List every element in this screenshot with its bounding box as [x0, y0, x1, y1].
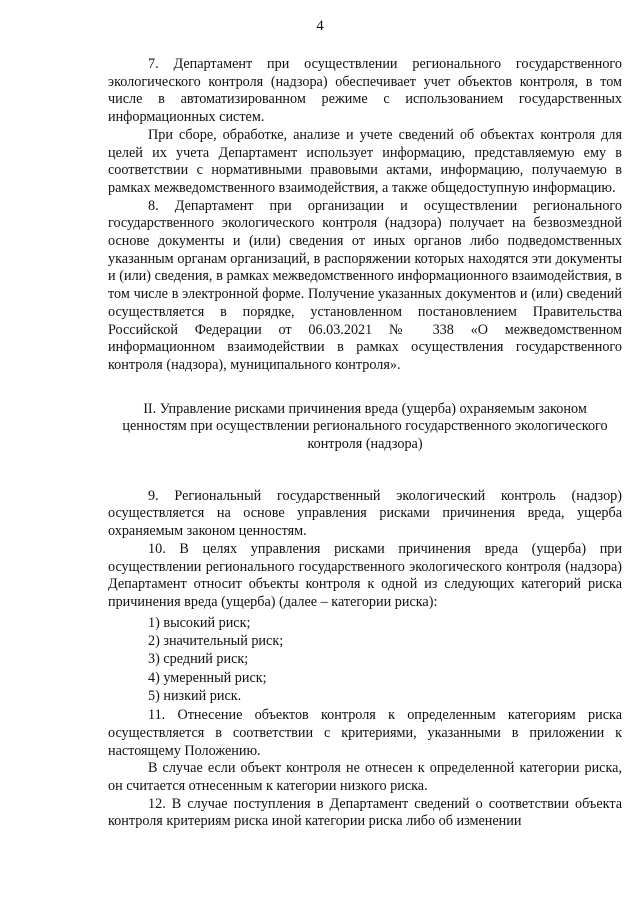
risk-category-list — [108, 614, 622, 705]
list-item: 3) средний риск; — [148, 651, 249, 668]
section-heading: II. Управление рисками причинения вреда (ущерба) охраняемым законом ценностям при осуществлении регионального государственного экологического контроля (надзора) — [122, 400, 608, 453]
paragraph-8: 8. Департамент при организации и осуществлении регионального государственного экологического контроля (надзора) получает на безвозмездной основе документы и (или) сведения от иных органов либо подведомственных указанным органам организаций, в распоряжении которых находятся эти документы и (или) сведения, в рамках межведомственного информационного взаимодействия, в том числе в электронной форме. Получение указанных документов и (или) сведений осуществляется в порядке, установленном постановлением Правительства Российской Федерации от 06.03.2021 № 338 «О межведомственном информационном взаимодействии в рамках осуществления государственного контроля (надзора), муниципального контроля». — [108, 197, 622, 373]
paragraph-9: 9. Региональный государственный экологический контроль (надзор) осуществляется на основе управления рисками причинения вреда, ущерба охраняемым законом ценностям. — [108, 487, 622, 540]
list-item: 1) высокий риск; — [148, 614, 251, 631]
paragraph-10: 10. В целях управления рисками причинения вреда (ущерба) при осуществлении регионального государственного экологического контроля (надзора) Департамент относит объекты контроля к одной из следующих категорий риска причинения вреда (ущерба) (далее – категории риска): — [108, 540, 622, 610]
paragraph-7: 7. Департамент при осуществлении регионального государственного экологического контроля (надзора) обеспечивает учет объектов контроля, в том числе в автоматизированном режиме с использованием государственных информационных систем. — [108, 56, 622, 126]
list-item: 2) значительный риск; — [148, 632, 284, 649]
document-body — [108, 56, 622, 831]
page-number: 4 — [316, 18, 324, 34]
paragraph-7-data-sources: При сборе, обработке, анализе и учете сведений об объектах контроля для целей их учета Департамент использует информацию, представляемую ему в соответствии с нормативными правовыми актами, информацию, получаемую в рамках межведомственного взаимодействия, а также общедоступную информацию. — [108, 126, 622, 196]
paragraph-11-low-risk: В случае если объект контроля не отнесен к определенной категории риска, он считается отнесенным к категории низкого риска. — [108, 760, 622, 794]
list-item: 5) низкий риск. — [148, 687, 242, 704]
paragraph-11: 11. Отнесение объектов контроля к определенным категориям риска осуществляется в соответствии с критериями, указанными в приложении к настоящему Положению. — [108, 707, 622, 759]
list-item: 4) умеренный риск; — [148, 669, 267, 686]
paragraph-12: 12. В случае поступления в Департамент сведений о соответствии объекта контроля критериям риска иной категории риска либо об изменении — [108, 795, 622, 830]
